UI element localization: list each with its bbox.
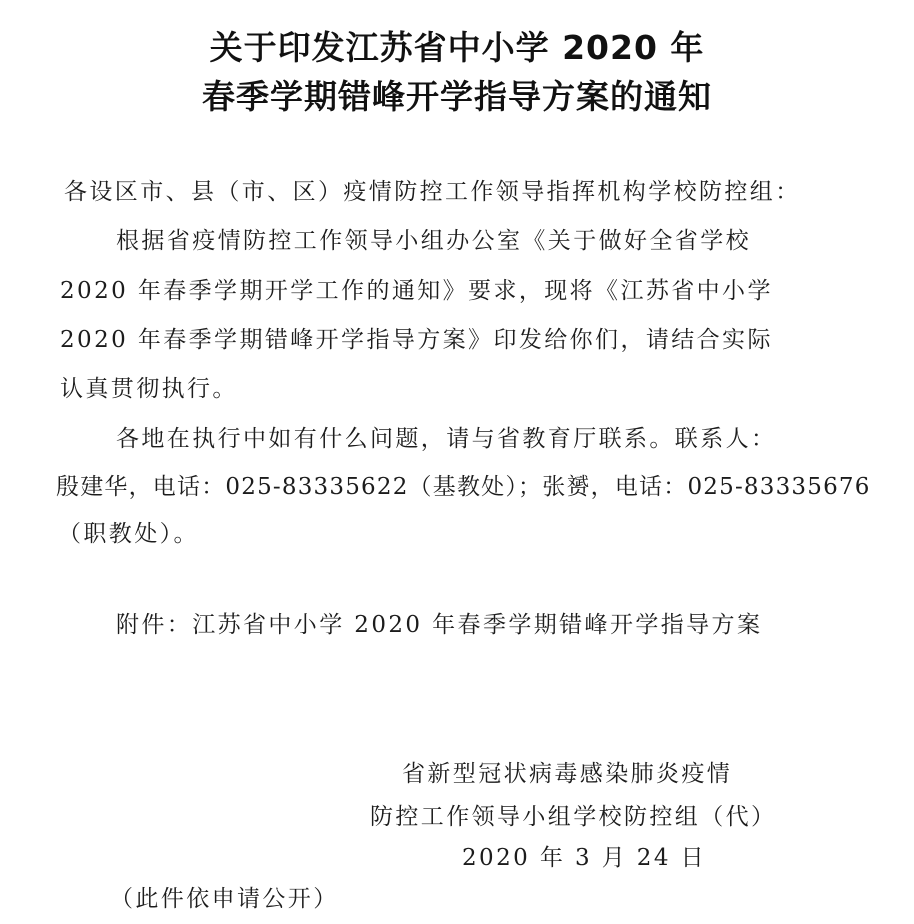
disclosure-note: （此件依申请公开） xyxy=(110,886,339,912)
signature-line-2: 防控工作领导小组学校防控组（代） xyxy=(370,804,777,830)
paragraph-2-line-3: （职教处）。 xyxy=(58,521,199,547)
document-title-line-2: 春季学期错峰开学指导方案的通知 xyxy=(202,77,712,116)
document-title-line-1: 关于印发江苏省中小学 2020 年 xyxy=(209,28,705,67)
paragraph-1-line-2: 2020 年春季学期开学工作的通知》要求，现将《江苏省中小学 xyxy=(60,278,773,304)
signature-line-1: 省新型冠状病毒感染肺炎疫情 xyxy=(402,761,733,787)
attachment-line: 附件：江苏省中小学 2020 年春季学期错峰开学指导方案 xyxy=(116,612,763,638)
paragraph-1-line-1: 根据省疫情防控工作领导小组办公室《关于做好全省学校 xyxy=(116,228,751,254)
paragraph-2-line-1: 各地在执行中如有什么问题，请与省教育厅联系。联系人： xyxy=(116,426,777,452)
paragraph-2-line-2: 殷建华，电话：025-83335622（基教处）；张赟，电话：025-83335676 xyxy=(56,474,871,500)
paragraph-1-line-3: 2020 年春季学期错峰开学指导方案》印发给你们，请结合实际 xyxy=(60,327,773,353)
salutation: 各设区市、县（市、区）疫情防控工作领导指挥机构学校防控组： xyxy=(64,179,801,205)
document-date: 2020 年 3 月 24 日 xyxy=(462,845,706,871)
paragraph-1-line-4: 认真贯彻执行。 xyxy=(60,376,238,402)
